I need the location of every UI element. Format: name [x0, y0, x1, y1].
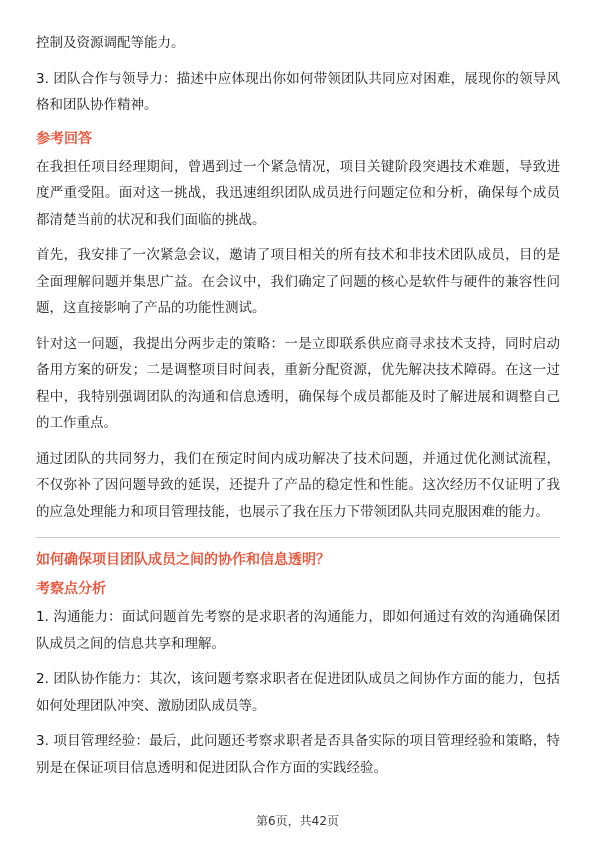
question-point-3: 3. 项目管理经验：最后，此问题还考察求职者是否具备实际的项目管理经验和策略，特别是在保证项目信息透明和促进团队合作方面的实践经验。 [36, 733, 560, 776]
analysis-point-3: 3. 团队合作与领导力：描述中应体现出你如何带领团队共同应对困难，展现你的领导风格和团队协作精神。 [36, 70, 560, 113]
answer-paragraph-1: 在我担任项目经理期间，曾遇到过一个紧急情况，项目关键阶段突遇技术难题，导致进度严重受阻。面对这一挑战，我迅速组织团队成员进行问题定位和分析，确保每个成员都清楚当前的状况和我们面临的挑战。 [36, 158, 560, 228]
answer-paragraph-3: 针对这一问题，我提出分两步走的策略：一是立即联系供应商寻求技术支持，同时启动备用方案的研发；二是调整项目时间表，重新分配资源，优先解决技术障碍。在这一过程中，我特别强调团队的沟通和信息透明，确保每个成员都能及时了解进展和调整自己的工作重点。 [36, 335, 560, 431]
question-point-2: 2. 团队协作能力：其次，该问题考察求职者在促进团队成员之间协作方面的能力，包括如何处理团队冲突、激励团队成员等。 [36, 671, 560, 714]
question-title: 如何确保项目团队成员之间的协作和信息透明？ [36, 552, 330, 568]
document-page [36, 30, 560, 790]
analysis-heading: 考察点分析 [36, 581, 106, 597]
answer-paragraph-2: 首先，我安排了一次紧急会议，邀请了项目相关的所有技术和非技术团队成员，目的是全面理解问题并集思广益。在会议中，我们确定了问题的核心是软件与硬件的兼容性问题，这直接影响了产品的功能性测试。 [36, 247, 560, 316]
answer-heading: 参考回答 [36, 130, 92, 147]
question-point-1: 1. 沟通能力：面试问题首先考察的是求职者的沟通能力，即如何通过有效的沟通确保团队成员之间的信息共享和理解。 [36, 609, 560, 652]
answer-paragraph-4: 通过团队的共同努力，我们在预定时间内成功解决了技术问题，并通过优化测试流程，不仅弥补了因问题导致的延误，还提升了产品的稳定性和性能。这次经历不仅证明了我的应急处理能力和项目管理技能，也展示了我在压力下带领团队共同克服困难的能力。 [36, 450, 560, 520]
continuation-text: 控制及资源调配等能力。 [36, 35, 185, 51]
section-divider [36, 537, 560, 538]
page-number: 第6页，共42页 [256, 814, 339, 828]
